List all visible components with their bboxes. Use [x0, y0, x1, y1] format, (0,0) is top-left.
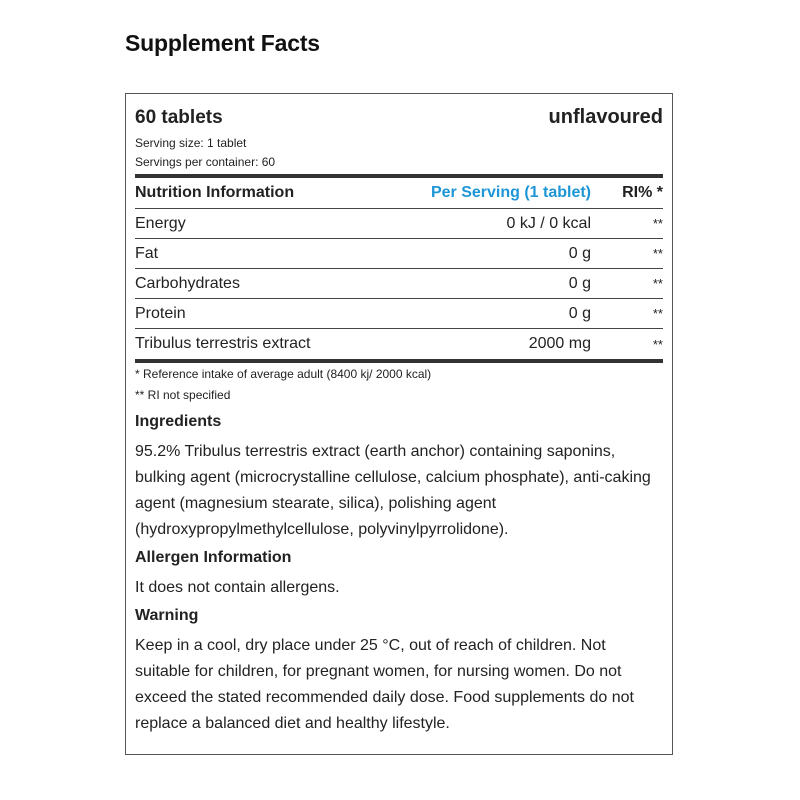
nutrient-ri: **: [652, 336, 663, 352]
table-row: [135, 239, 663, 269]
nutrient-ri: **: [652, 306, 663, 321]
supplement-facts-panel: [125, 93, 673, 755]
nutrient-name: Tribulus terrestris extract: [135, 335, 311, 352]
ingredients-text: 95.2% Tribulus terrestris extract (earth anchor) containing saponins, bulking agent (microcrystalline cellulose, calcium phosphate), anti-caking agent (magnesium stearate, silica), polishing agent (hydroxypropylmethylcellulose, polyvinylpyrrolidone).: [135, 443, 651, 538]
footnote-reference-intake: * Reference intake of average adult (8400 kj/ 2000 kcal): [135, 367, 432, 381]
warning-text: Keep in a cool, dry place under 25 °C, out of reach of children. Not suitable for children, for pregnant women, for nursing women. Do not exceed the stated recommended daily dose. Food supplements do not replace a balanced diet and healthy lifestyle.: [135, 637, 634, 732]
nutrient-ri: **: [652, 246, 663, 261]
nutrition-table: [135, 178, 663, 359]
nutrient-name: Carbohydrates: [135, 274, 240, 292]
product-header: [135, 106, 663, 129]
panel-content: [135, 94, 663, 737]
allergen-heading: Allergen Information: [135, 549, 292, 566]
nutrient-value: 0 g: [568, 244, 591, 262]
warning-heading: Warning: [135, 607, 199, 624]
table-row: [135, 209, 663, 239]
page-title: Supplement Facts: [125, 30, 320, 56]
column-header-nutrition: Nutrition Information: [135, 184, 295, 201]
nutrient-value: 0 kJ / 0 kcal: [506, 214, 591, 232]
tablet-count: 60 tablets: [135, 107, 223, 128]
footnote-ri-not-specified: ** RI not specified: [135, 388, 231, 402]
serving-size: Serving size: 1 tablet: [135, 136, 247, 150]
table-row: [135, 269, 663, 299]
nutrient-ri: **: [652, 216, 663, 231]
nutrient-name: Energy: [135, 214, 186, 232]
ingredients-heading: Ingredients: [135, 413, 222, 430]
nutrient-name: Protein: [135, 304, 186, 322]
nutrient-value: 2000 mg: [528, 335, 591, 352]
nutrient-value: 0 g: [568, 274, 591, 292]
column-header-per-serving: Per Serving (1 tablet): [430, 184, 591, 201]
servings-per-container: Servings per container: 60: [135, 155, 276, 169]
table-row: [135, 329, 663, 359]
allergen-text: It does not contain allergens.: [135, 579, 340, 596]
nutrient-value: 0 g: [568, 304, 591, 322]
table-bottom-rule: [135, 359, 663, 363]
column-header-ri: RI% *: [622, 184, 663, 201]
table-header-row: [135, 178, 663, 209]
nutrient-ri: **: [652, 276, 663, 291]
flavour-label: unflavoured: [548, 106, 663, 128]
nutrient-name: Fat: [135, 244, 159, 262]
table-row: [135, 299, 663, 329]
